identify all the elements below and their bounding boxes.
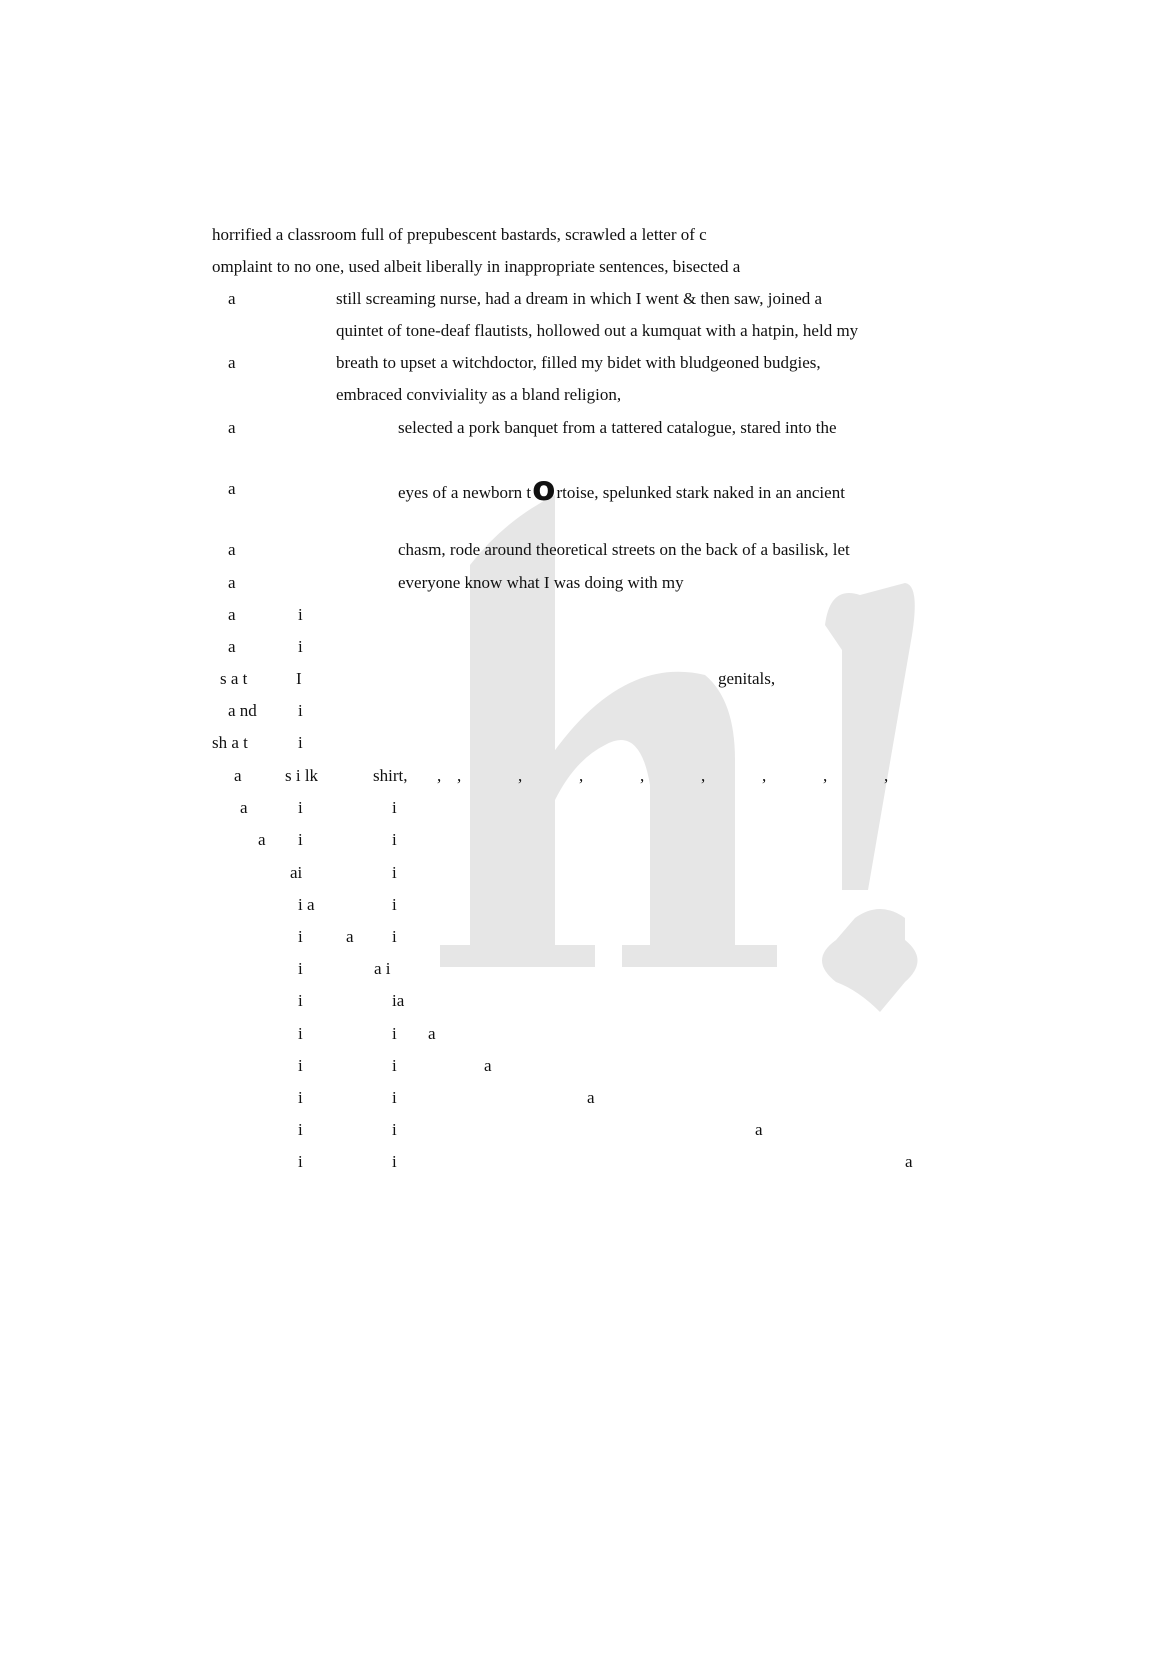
poem-letter-a: a <box>484 1056 492 1075</box>
poem-letter-a: a <box>228 479 236 498</box>
poem-letter-i: i <box>298 959 303 978</box>
poem-line-fragment: eyes of a newborn t <box>398 483 532 502</box>
tortoise-large-o: o <box>532 469 556 509</box>
poem-letter-i: i <box>298 1088 303 1107</box>
poem-letter-i: i <box>298 1024 303 1043</box>
poem-word-a-i: a i <box>374 959 391 978</box>
poem-line: quintet of tone-deaf flautists, hollowed out a kumquat with a hatpin, held my <box>336 321 859 340</box>
poem-letter-a: a <box>755 1120 763 1139</box>
poem-letter-i: i <box>392 830 397 849</box>
poem-letter-a: a <box>258 830 266 849</box>
poem-letter-a: a <box>234 766 242 785</box>
poem-line: breath to upset a witchdoctor, filled my bidet with bludgeoned budgies, <box>336 353 821 372</box>
poem-letter-i: i <box>392 1120 397 1139</box>
poem-line: chasm, rode around theoretical streets on the back of a basilisk, let <box>398 540 850 559</box>
poem-letter-a: a <box>587 1088 595 1107</box>
poem-letter-a: a <box>428 1024 436 1043</box>
poem-comma: , <box>640 766 645 785</box>
poem-line: everyone know what I was doing with my <box>398 573 684 592</box>
poem-letter-i: i <box>298 1152 303 1171</box>
poem-comma: , <box>884 766 889 785</box>
poem-letter-i: i <box>392 895 397 914</box>
poem-letter-i: i <box>392 1056 397 1075</box>
poem-letter-i: i <box>298 637 303 656</box>
poem-letter-i: i <box>298 701 303 720</box>
poem-line: embraced conviviality as a bland religion, <box>336 385 622 404</box>
poem-letter-a: a <box>228 605 236 624</box>
poem-word-and: a nd <box>228 701 257 720</box>
poem-letter-a: a <box>228 418 236 437</box>
poem-letter-i: i <box>392 798 397 817</box>
poem-letter-i: i <box>298 798 303 817</box>
poem-line: selected a pork banquet from a tattered catalogue, stared into the <box>398 418 837 437</box>
poem-letter-i: i <box>298 830 303 849</box>
poem-comma: , <box>437 766 442 785</box>
poem-line-tortoise <box>398 469 845 509</box>
poem-letter-i: i <box>298 605 303 624</box>
poem-letter-a: a <box>228 289 236 308</box>
poem-comma: , <box>762 766 767 785</box>
poem-letter-i: i <box>298 1056 303 1075</box>
poem-letter-a: a <box>228 540 236 559</box>
poem-letter-a: a <box>228 353 236 372</box>
poem-letter-a: a <box>228 573 236 592</box>
poem-word-ai: ai <box>290 863 303 882</box>
poem-comma: , <box>823 766 828 785</box>
poem-word-ia: ia <box>392 991 405 1010</box>
poem-word-sat: s a t <box>220 669 248 688</box>
poem-letter-i: i <box>392 927 397 946</box>
poem-letter-i: i <box>298 927 303 946</box>
poem-word-shirt: shirt, <box>373 766 408 785</box>
poem-letter-a: a <box>228 637 236 656</box>
poem-letter-i: i <box>298 733 303 752</box>
poem-letter-I: I <box>296 669 302 688</box>
poem-comma: , <box>518 766 523 785</box>
poem-comma: , <box>457 766 462 785</box>
poem-line: omplaint to no one, used albeit liberally in inappropriate sentences, bisected a <box>212 257 741 276</box>
poem-comma: , <box>579 766 584 785</box>
poem-line: horrified a classroom full of prepubescent bastards, scrawled a letter of c <box>212 225 707 244</box>
poem-letter-a: a <box>240 798 248 817</box>
poem-line: genitals, <box>718 669 776 688</box>
poem-comma: , <box>701 766 706 785</box>
poem-word-shat: sh a t <box>212 733 248 752</box>
poem-letter-a: a <box>346 927 354 946</box>
poem-letter-i: i <box>392 863 397 882</box>
poem-letter-i: i <box>392 1024 397 1043</box>
poem-word-i-a: i a <box>298 895 315 914</box>
poem-line: still screaming nurse, had a dream in which I went & then saw, joined a <box>336 289 823 308</box>
poem-letter-i: i <box>392 1088 397 1107</box>
poem-letter-a: a <box>905 1152 913 1171</box>
poem-letter-i: i <box>298 991 303 1010</box>
poem-letter-i: i <box>298 1120 303 1139</box>
poem-line-fragment: rtoise, spelunked stark naked in an ancient <box>556 483 845 502</box>
poem-letter-i: i <box>392 1152 397 1171</box>
poem-word-silk: s i lk <box>285 766 319 785</box>
